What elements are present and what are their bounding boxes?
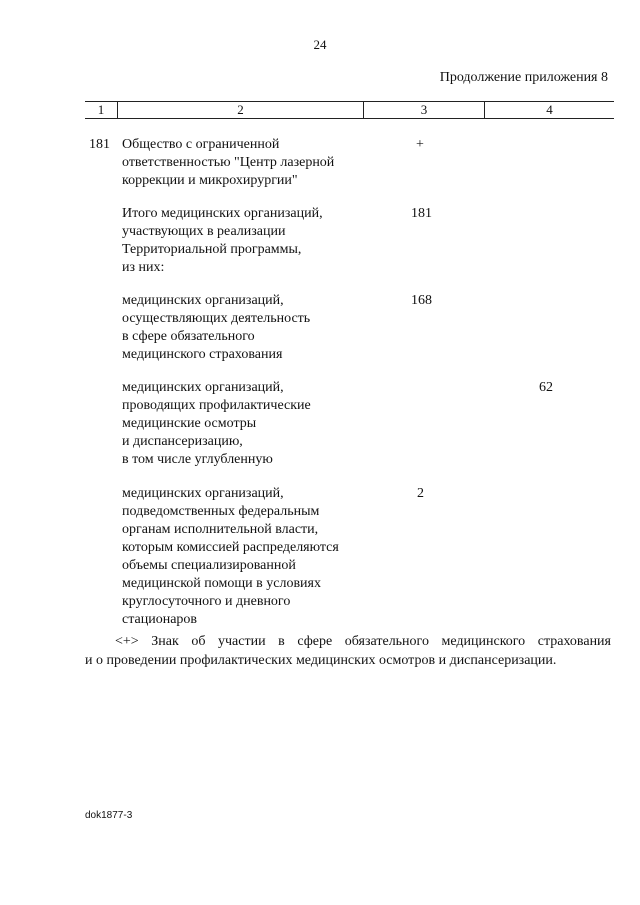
text-line: из них:: [122, 260, 165, 275]
text-line: участвующих в реализации: [122, 224, 286, 239]
footnote-line-1: <+> Знак об участии в сфере обязательного медицинского страхования: [115, 634, 611, 649]
text-line: стационаров: [122, 612, 198, 627]
text-line: круглосуточного и дневного: [122, 594, 291, 609]
row-181-col3: +: [416, 137, 424, 152]
prof-col4: 62: [539, 380, 553, 395]
text-line: в том числе углубленную: [122, 452, 273, 467]
footnote-line-2: и о проведении профилактических медицинских осмотров и диспансеризации.: [85, 653, 557, 668]
text-line: Общество с ограниченной: [122, 137, 280, 152]
text-line: медицинских организаций,: [122, 293, 284, 308]
fed-label: [122, 485, 339, 629]
header-col-3: 3: [364, 102, 485, 118]
total-col3: 181: [411, 206, 432, 221]
text-line: объемы специализированной: [122, 558, 296, 573]
text-line: и диспансеризацию,: [122, 434, 243, 449]
row-number: 181: [89, 137, 110, 152]
continuation-label: Продолжение приложения 8: [439, 70, 608, 85]
text-line: медицинских организаций,: [122, 486, 284, 501]
document-id: dok1877-3: [85, 810, 133, 821]
text-line: медицинского страхования: [122, 347, 283, 362]
text-line: Итого медицинских организаций,: [122, 206, 323, 221]
footnote: [85, 632, 611, 670]
header-col-2: 2: [118, 102, 364, 118]
page-number: 24: [313, 37, 327, 52]
text-line: медицинских организаций,: [122, 380, 284, 395]
text-line: медицинской помощи в условиях: [122, 576, 321, 591]
text-line: проводящих профилактические: [122, 398, 311, 413]
text-line: подведомственных федеральным: [122, 504, 320, 519]
oms-label: [122, 292, 310, 364]
text-line: которым комиссией распределяются: [122, 540, 339, 555]
text-line: в сфере обязательного: [122, 329, 255, 344]
header-col-1: 1: [85, 102, 118, 118]
header-col-4: 4: [546, 102, 553, 117]
text-line: органам исполнительной власти,: [122, 522, 319, 537]
oms-col3: 168: [411, 293, 432, 308]
text-line: коррекции и микрохирургии": [122, 173, 298, 188]
text-line: медицинские осмотры: [122, 416, 257, 431]
table-header: [85, 101, 614, 119]
prof-label: [122, 379, 311, 469]
text-line: ответственностью "Центр лазерной: [122, 155, 335, 170]
text-line: осуществляющих деятельность: [122, 311, 311, 326]
total-label: [122, 205, 323, 277]
fed-col3: 2: [417, 486, 424, 501]
text-line: Территориальной программы,: [122, 242, 302, 257]
row-181-name: [122, 136, 334, 190]
